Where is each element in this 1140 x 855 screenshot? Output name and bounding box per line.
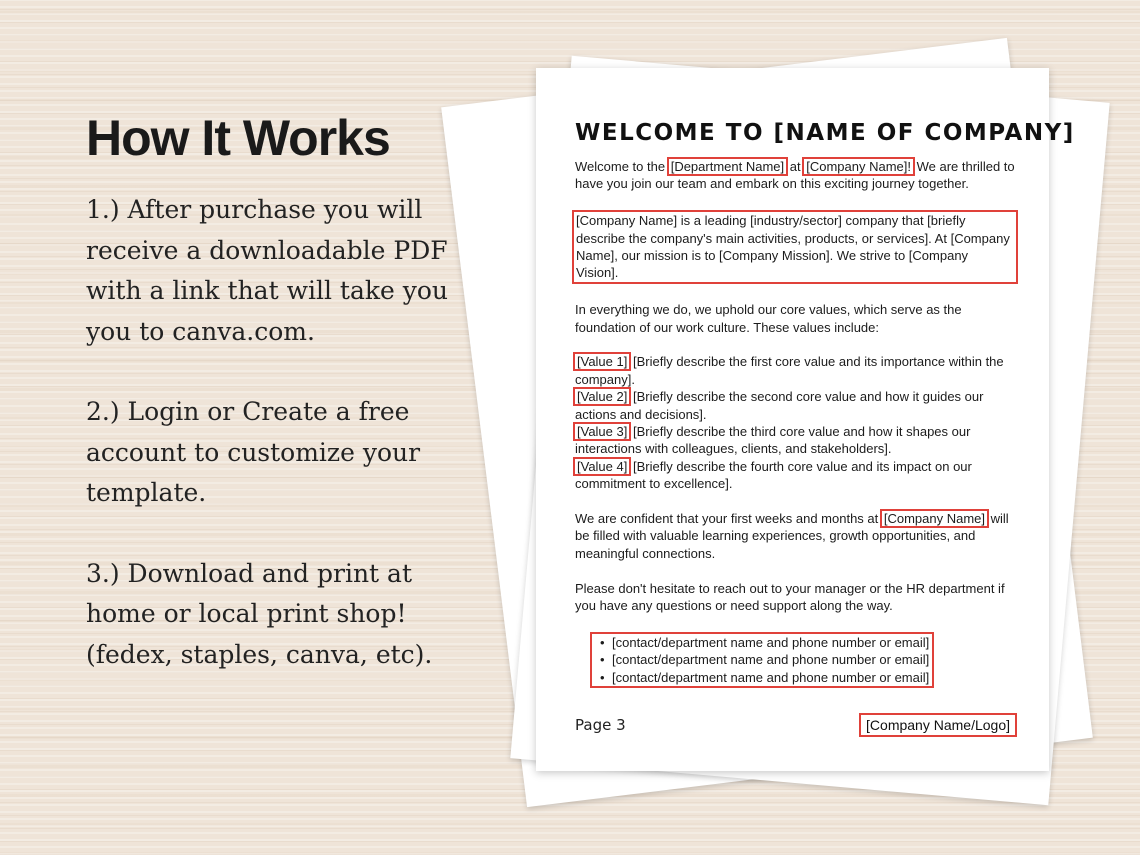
intro-paragraph [575,158,1015,193]
step-2: 2.) Login or Create a free account to customize your template. [86,397,421,507]
value-text: [Briefly describe the second core value and how it guides our actions and decisions]. [575,389,984,422]
value-text: [Briefly describe the first core value and its importance within the company]. [575,354,1004,387]
contact-item: • [contact/department name and phone number or email] [612,651,929,668]
document-footer [575,712,1017,740]
reach-out-paragraph: Please don't hesitate to reach out to your manager or the HR department if you have any questions or need support along the way. [575,580,1005,614]
company-logo-placeholder: [Company Name/Logo] [859,713,1017,737]
confident-text-1: We are confident that your first weeks and months at [575,511,882,527]
how-it-works-title: How It Works [86,110,390,166]
value-item [575,458,1015,493]
value-text: [Briefly describe the third core value and how it shapes our interactions with colleagues, clients, and stakeholders]. [575,424,971,457]
step-1: 1.) After purchase you will receive a downloadable PDF with a link that will take you you to canva.com. [86,195,449,346]
step-3: 3.) Download and print at home or local print shop! (fedex, staples, canva, etc). [86,558,433,669]
department-name-placeholder: [Department Name] [670,159,785,174]
values-list [575,353,1015,492]
value-label: [Value 4] [577,458,628,474]
intro-text-2: at [786,159,805,174]
company-name-placeholder: [Company Name]! [806,159,911,174]
about-paragraph: [Company Name] is a leading [industry/sector] company that [briefly describe the company's main activities, products, or services]. At [Company Name], our mission is to [Company Mission]. We strive to [Company Vision]. [572,210,1018,284]
document-body [575,118,1075,705]
value-label: [Value 3] [577,424,628,440]
document-title: WELCOME TO [NAME OF COMPANY] [575,120,1075,146]
contact-item: • [contact/department name and phone number or email] [612,669,929,686]
contact-item: • [contact/department name and phone number or email] [612,634,929,651]
confident-paragraph [575,510,1015,562]
company-name-placeholder: [Company Name] [883,511,986,527]
values-intro-paragraph: In everything we do, we uphold our core values, which serve as the foundation of our work culture. These values include: [575,302,962,335]
value-item [575,388,1015,423]
value-item [575,423,1015,458]
intro-text-3: We are thrilled to have you join our team and embark on this exciting journey together. [575,159,1015,192]
value-text: [Briefly describe the fourth core value and its impact on our commitment to excellence]. [575,458,972,492]
value-item [575,353,1015,388]
value-label: [Value 2] [577,389,628,405]
confident-text-2: will be filled with valuable learning experiences, growth opportunities, and meaningful connections. [575,511,1009,561]
page-number: Page 3 [575,716,626,734]
document-page [536,68,1075,771]
how-it-works-panel [86,108,506,715]
intro-text-1: Welcome to the [575,159,669,174]
value-label: [Value 1] [577,354,628,370]
contacts-list [590,632,934,688]
